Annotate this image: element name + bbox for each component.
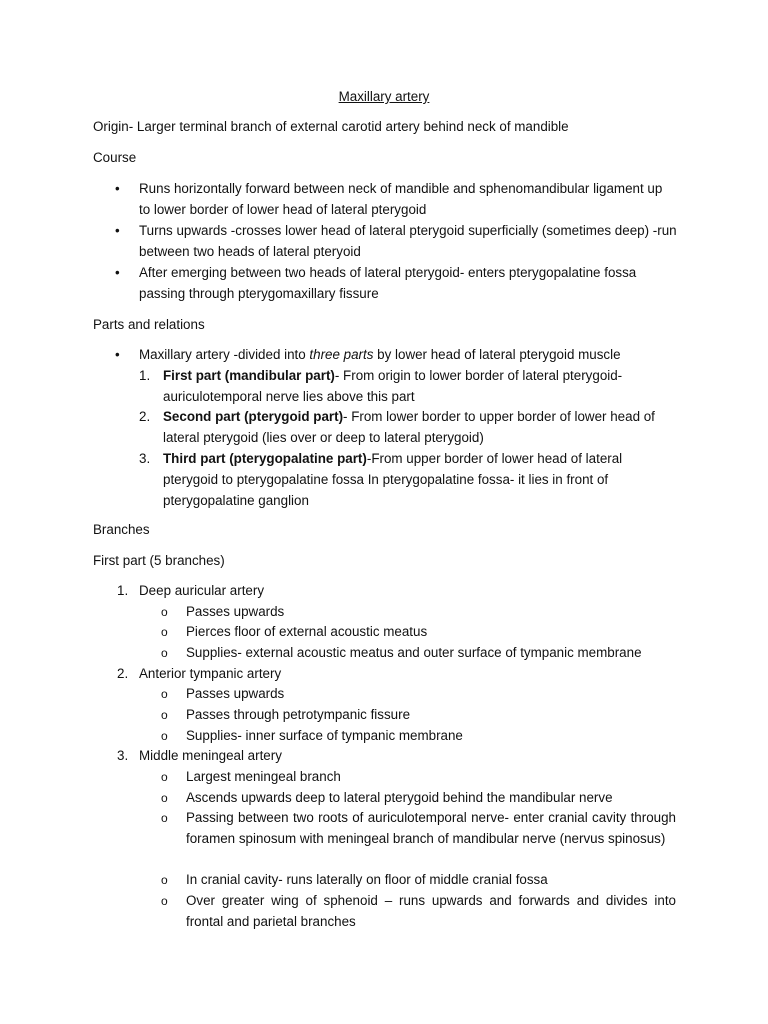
parts-intro: Maxillary artery -divided into three parts by lower head of lateral pterygoid muscle: [139, 347, 621, 362]
branch-detail: Over greater wing of sphenoid – runs upwards and forwards and divides into frontal and parietal branches: [186, 893, 676, 929]
part-number: 1.: [139, 368, 151, 383]
branch-name: Deep auricular artery: [139, 583, 265, 598]
branch-detail: Passing between two roots of auriculotemporal nerve- enter cranial cavity through foramen spinosum with meningeal branch of mandibular nerve (nervus spinosus): [186, 810, 676, 846]
branch-detail: Pierces floor of external acoustic meatus: [186, 624, 428, 639]
parts-intro-emphasis: three parts: [309, 347, 374, 362]
branch-detail: In cranial cavity- runs laterally on floor of middle cranial fossa: [186, 872, 548, 887]
branch-number: 3.: [117, 748, 129, 763]
course-heading: Course: [93, 150, 137, 165]
part-item: Second part (pterygoid part)- From lower border to upper border of lower head of lateral pterygoid (lies over or deep to lateral pterygoid): [163, 409, 655, 445]
branch-number: 2.: [117, 666, 129, 681]
branch-detail: Passes through petrotympanic fissure: [186, 707, 411, 722]
part-item: Third part (pterygopalatine part)-From upper border of lower head of lateral pterygoid to pterygopalatine fossa In pterygopalatine fossa- it lies in front of pterygopalatine ganglion: [163, 451, 623, 508]
course-item: Turns upwards -crosses lower head of lateral pterygoid superficially (sometimes deep) -run between two heads of lateral pteryoid: [139, 223, 677, 259]
sub-bullet-icon: o: [161, 708, 168, 722]
part-number: 2.: [139, 409, 151, 424]
bullet-icon: •: [115, 181, 120, 196]
part-item: First part (mandibular part)- From origin to lower border of lateral pterygoid- auriculotemporal nerve lies above this part: [163, 368, 623, 404]
branches-heading: Branches: [93, 522, 150, 537]
sub-bullet-icon: o: [161, 791, 168, 805]
page-title: Maxillary artery: [338, 89, 430, 104]
branch-detail: Passes upwards: [186, 686, 285, 701]
bullet-icon: •: [115, 223, 120, 238]
branch-detail: Largest meningeal branch: [186, 769, 341, 784]
sub-bullet-icon: o: [161, 770, 168, 784]
course-item: After emerging between two heads of lateral pterygoid- enters pterygopalatine fossa passing through pterygomaxillary fissure: [139, 265, 637, 301]
sub-bullet-icon: o: [161, 625, 168, 639]
branch-name: Anterior tympanic artery: [139, 666, 282, 681]
branch-detail: Supplies- inner surface of tympanic membrane: [186, 728, 463, 743]
sub-bullet-icon: o: [161, 687, 168, 701]
branch-number: 1.: [117, 583, 129, 598]
bullet-icon: •: [115, 347, 120, 362]
sub-bullet-icon: o: [161, 646, 168, 660]
sub-bullet-icon: o: [161, 894, 168, 908]
sub-bullet-icon: o: [161, 729, 168, 743]
branch-detail: Supplies- external acoustic meatus and outer surface of tympanic membrane: [186, 645, 642, 660]
sub-bullet-icon: o: [161, 873, 168, 887]
branch-detail: Passes upwards: [186, 604, 285, 619]
parts-heading: Parts and relations: [93, 317, 205, 332]
first-part-heading: First part (5 branches): [93, 553, 225, 568]
sub-bullet-icon: o: [161, 811, 168, 825]
branch-name: Middle meningeal artery: [139, 748, 282, 763]
origin-paragraph: Origin- Larger terminal branch of external carotid artery behind neck of mandible: [93, 119, 569, 134]
sub-bullet-icon: o: [161, 605, 168, 619]
bullet-icon: •: [115, 265, 120, 280]
branch-detail: Ascends upwards deep to lateral pterygoid behind the mandibular nerve: [186, 790, 613, 805]
part-number: 3.: [139, 451, 151, 466]
course-item: Runs horizontally forward between neck of mandible and sphenomandibular ligament up to lower border of lower head of lateral pterygoid: [139, 181, 663, 217]
